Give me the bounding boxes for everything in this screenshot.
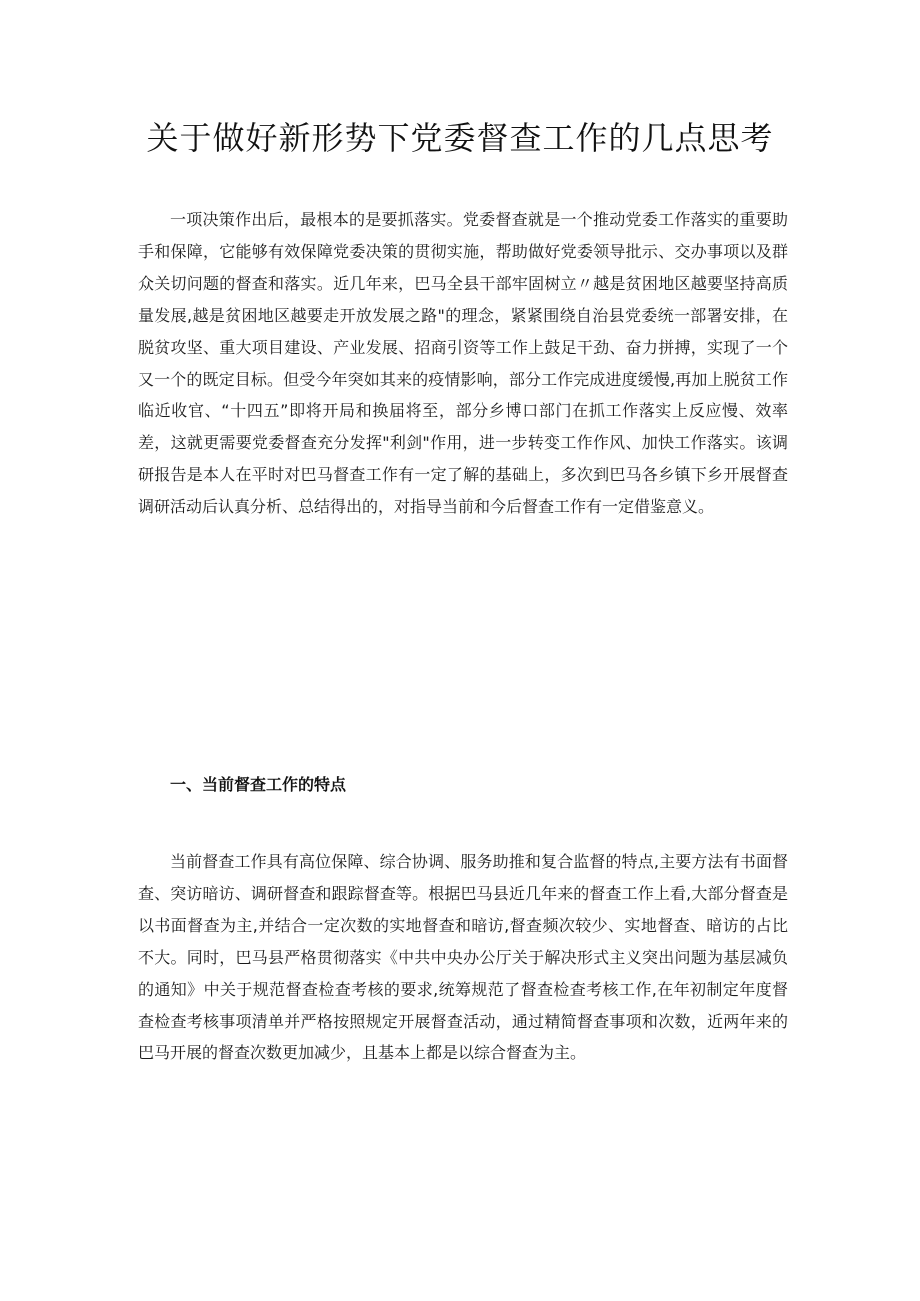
document-title: 关于做好新形势下党委督查工作的几点思考 bbox=[146, 119, 774, 157]
body-paragraph-section-1: 当前督查工作具有高位保障、综合协调、服务助推和复合监督的特点,主要方法有书面督查、突访暗访、调研督查和跟踪督查等。根据巴马县近几年来的督查工作上看,大部分督查是以书面督查为主,并结合一定次数的实地督查和暗访,督查频次较少、实地督查、暗访的占比不大。同时，巴马县严格贯彻落实《中共中央办公厅关于解决形式主义突出问题为基层减负的通知》中关于规范督查检查考核的要求,统筹规范了督查检查考核工作,在年初制定年度督查检查考核事项清单并严格按照规定开展督查活动，通过精简督查事项和次数，近两年来的巴马开展的督查次数更加减少，且基本上都是以综合督查为主。 bbox=[138, 852, 788, 1063]
section-heading-1: 一、当前督查工作的特点 bbox=[170, 775, 347, 794]
body-paragraph-intro: 一项决策作出后，最根本的是要抓落实。党委督查就是一个推动党委工作落实的重要助手和保障，它能够有效保障党委决策的贯彻实施，帮助做好党委领导批示、交办事项以及群众关切问题的督查和落实。近几年来，巴马全县干部牢固树立〃越是贫困地区越要坚持高质量发展,越是贫困地区越要走开放发展之路"的理念，紧紧围绕自治县党委统一部署安排，在脱贫攻坚、重大项目建设、产业发展、招商引资等工作上鼓足干劲、奋力拼搏，实现了一个又一个的既定目标。但受今年突如其来的疫情影响，部分工作完成进度缓慢,再加上脱贫工作临近收官、“十四五”即将开局和换届将至，部分乡博口部门在抓工作落实上反应慢、效率差，这就更需要党委督查充分发挥"利剑"作用，进一步转变工作作风、加快工作落实。该调研报告是本人在平时对巴马督查工作有一定了解的基础上，多次到巴马各乡镇下乡开展督查调研活动后认真分析、总结得出的，对指导当前和今后督查工作有一定借鉴意义。 bbox=[138, 210, 788, 517]
